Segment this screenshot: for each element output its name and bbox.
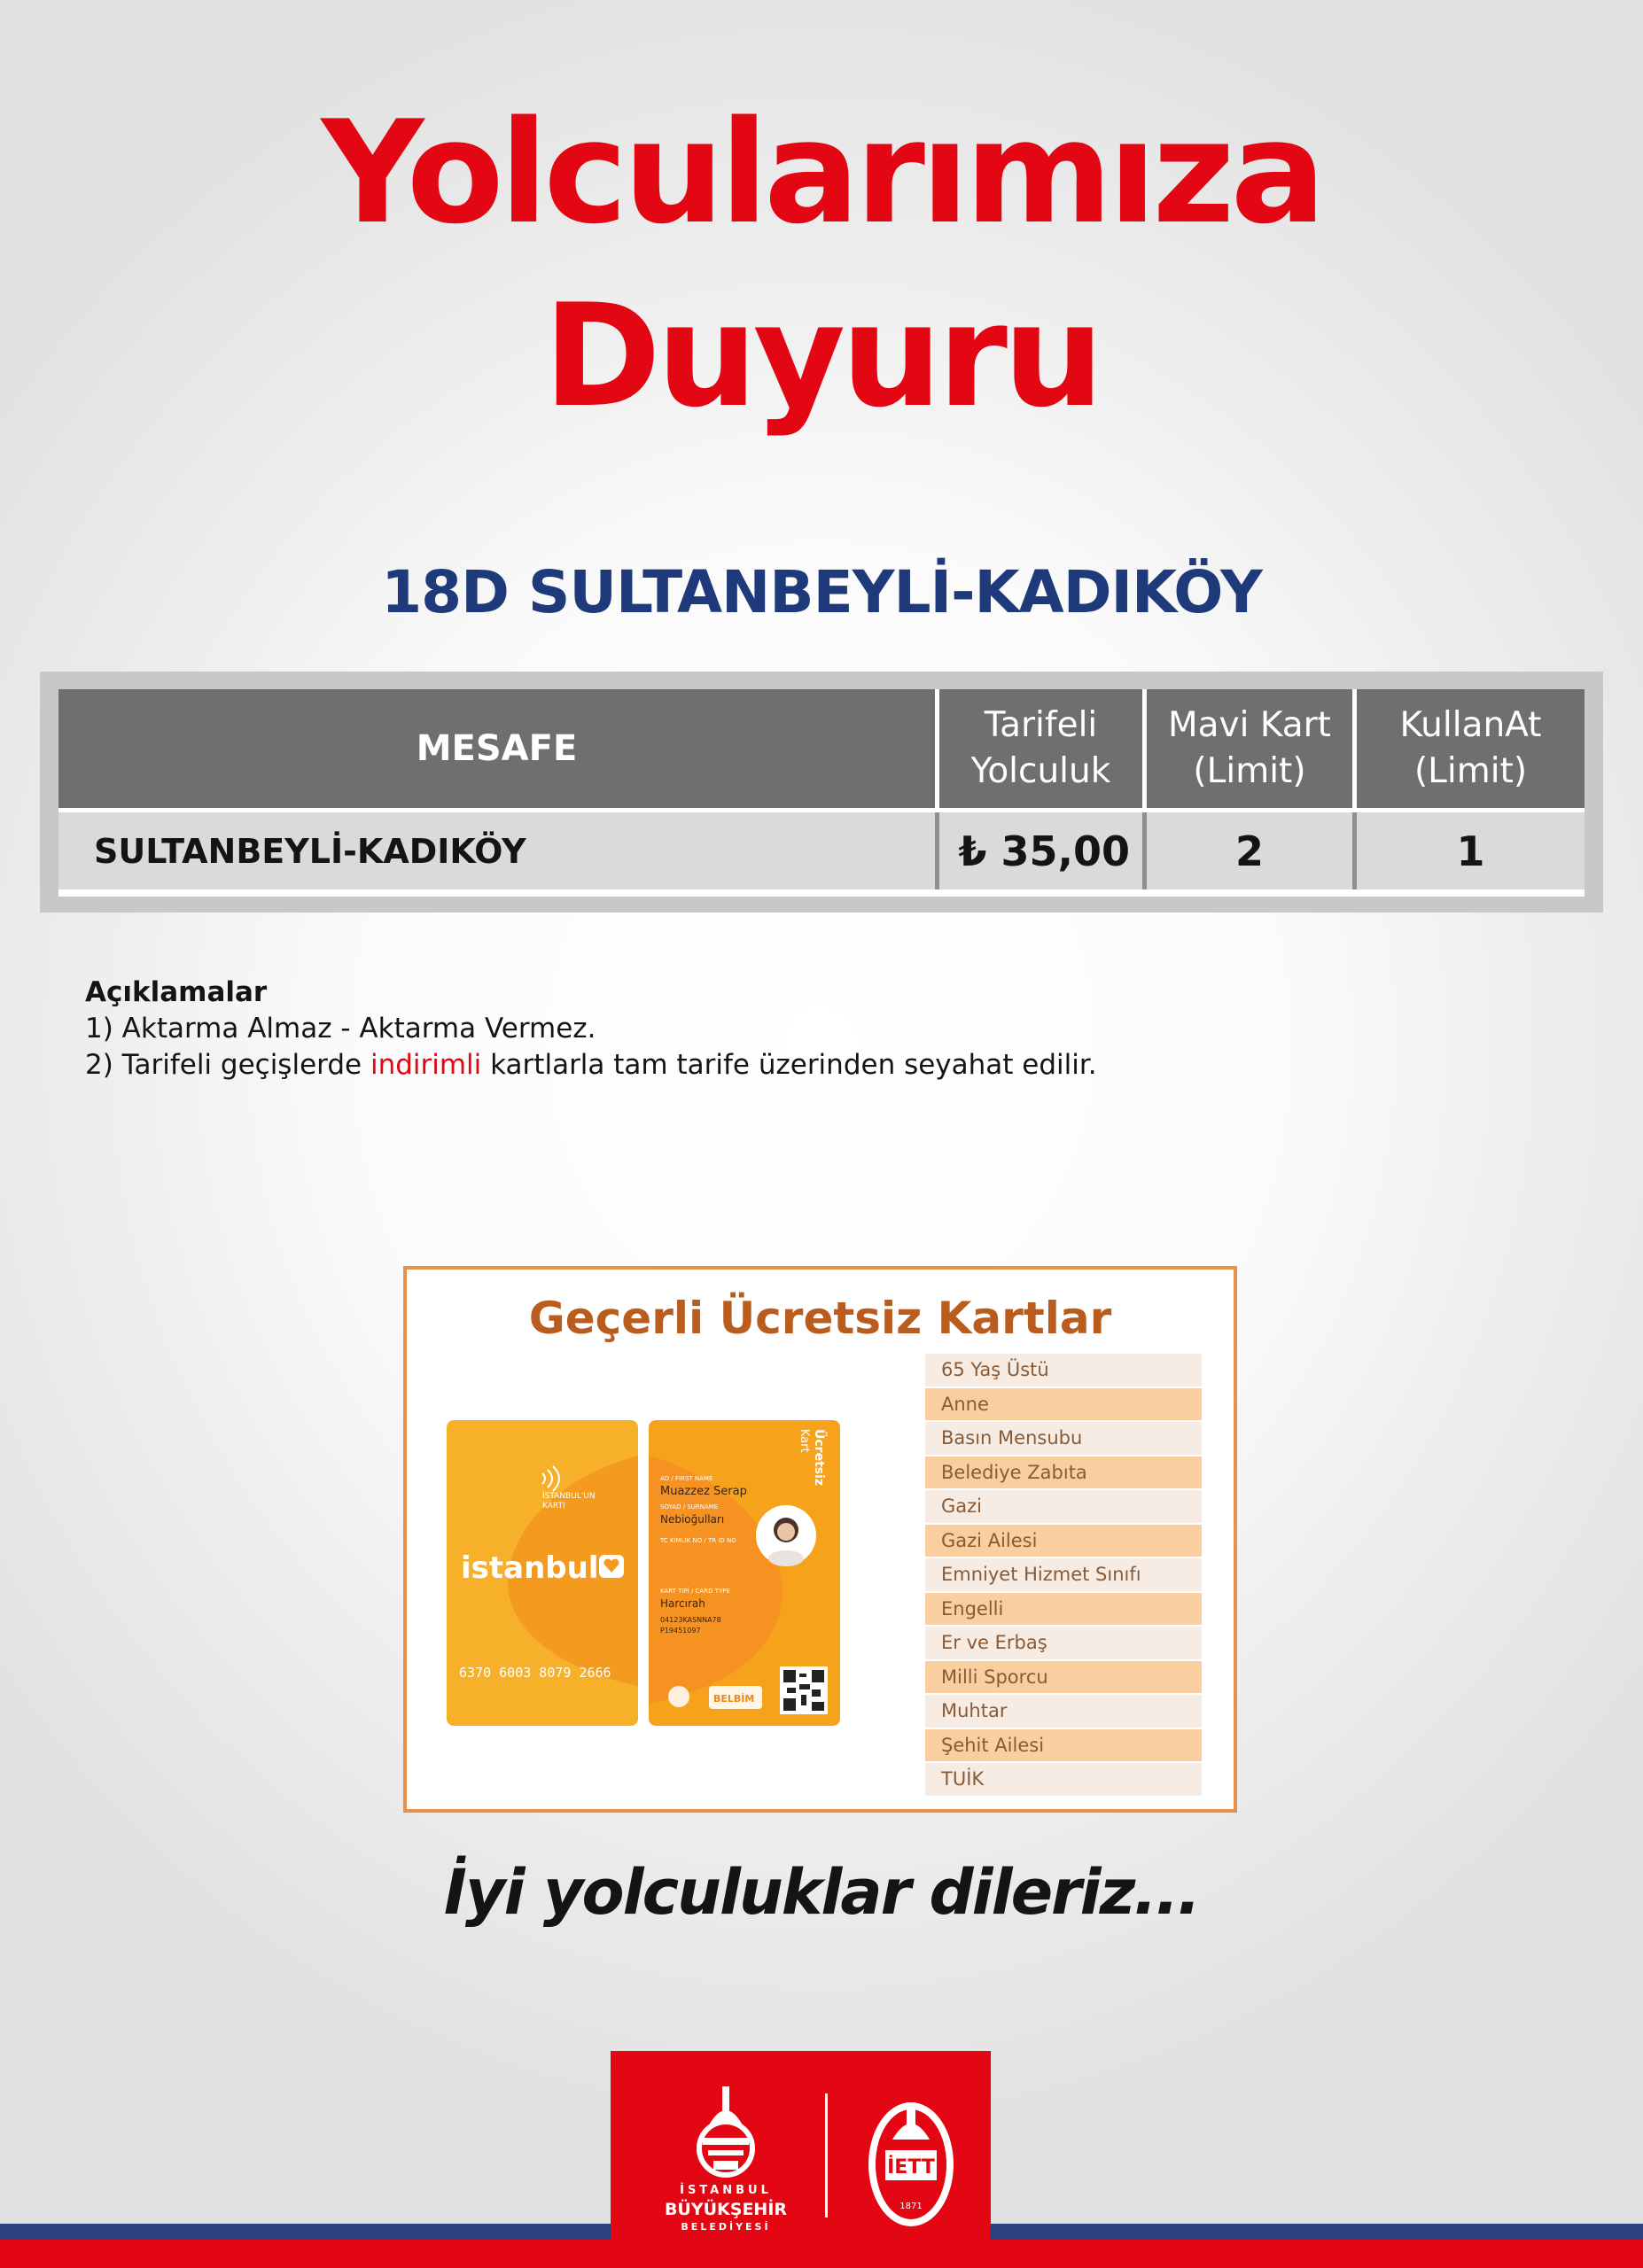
header-fare	[939, 689, 1142, 808]
card-back-code-1: 04123KASNNA78	[660, 1616, 721, 1624]
card-back-type-label: KART TİPİ / CARD TYPE	[660, 1588, 730, 1595]
card-back	[649, 1420, 840, 1726]
list-item: Şehit Ailesi	[925, 1729, 1202, 1762]
list-item: 65 Yaş Üstü	[925, 1354, 1202, 1386]
free-cards-title: Geçerli Ücretsiz Kartlar	[528, 1293, 1112, 1344]
footer-logo-block	[611, 2051, 991, 2268]
list-item: Belediye Zabıta	[925, 1456, 1202, 1489]
card-back-surname: Nebioğulları	[660, 1513, 725, 1526]
footer-logos	[611, 2051, 991, 2268]
header-fare-line1: Tarifeli	[984, 705, 1098, 745]
header-blue-line1: Mavi Kart	[1168, 705, 1331, 745]
header-single-line1: KullanAt	[1399, 705, 1542, 745]
note-1: 1) Aktarma Almaz - Aktarma Vermez.	[85, 1013, 596, 1045]
card-back-side-label-1: Ücretsiz	[812, 1429, 826, 1487]
iett-logo-text: İETT	[887, 2156, 935, 2179]
header-blue-line2: (Limit)	[1193, 751, 1306, 791]
cell-single-limit: 1	[1456, 827, 1485, 875]
card-front-tagline-1: İSTANBUL'UN	[542, 1492, 596, 1501]
card-back-name-label: AD / FIRST NAME	[660, 1475, 713, 1482]
header-blue-card	[1147, 689, 1352, 808]
ibb-small-logo-icon	[668, 1686, 689, 1707]
table-row	[58, 812, 1585, 889]
list-item: Basın Mensubu	[925, 1422, 1202, 1455]
free-card-list	[925, 1354, 1202, 1798]
cell-fare: ₺ 35,00	[958, 827, 1130, 875]
list-item: Milli Sporcu	[925, 1661, 1202, 1694]
header-fare-line2: Yolculuk	[970, 751, 1111, 791]
qr-code-icon	[780, 1666, 828, 1714]
fare-table-header	[58, 689, 1585, 808]
card-front	[447, 1420, 638, 1726]
list-item: TUİK	[925, 1763, 1202, 1796]
list-item: Engelli	[925, 1593, 1202, 1626]
header-distance	[58, 689, 935, 808]
card-front-brand: istanbul	[461, 1550, 599, 1586]
free-cards-panel	[403, 1266, 1237, 1813]
iett-logo-year: 1871	[899, 2202, 923, 2211]
ibb-logo-icon	[699, 2086, 752, 2175]
title-line-1: Yolcularımıza	[321, 89, 1322, 255]
title-line-2: Duyuru	[543, 273, 1100, 439]
notes-heading: Açıklamalar	[85, 976, 268, 1008]
list-item: Emniyet Hizmet Sınıfı	[925, 1558, 1202, 1591]
card-back-code-2: P19451097	[660, 1627, 701, 1635]
logo-divider	[825, 2093, 828, 2218]
card-back-issuer: BELBİM	[713, 1693, 755, 1705]
list-item: Anne	[925, 1388, 1202, 1421]
closing-message: İyi yolculuklar dileriz...	[443, 1856, 1200, 1929]
route-heading: 18D SULTANBEYLİ-KADIKÖY	[381, 558, 1262, 626]
header-single-use	[1357, 689, 1585, 808]
card-back-type: Harcırah	[660, 1597, 705, 1610]
list-item: Gazi	[925, 1490, 1202, 1523]
note-2-start: 2) Tarifeli geçişlerde	[85, 1049, 370, 1081]
cell-distance: SULTANBEYLİ-KADIKÖY	[94, 831, 526, 871]
cell-blue-limit: 2	[1234, 827, 1264, 875]
table-bottom-line	[58, 889, 1585, 897]
note-2	[85, 1047, 1097, 1084]
list-item: Muhtar	[925, 1695, 1202, 1728]
card-back-id-label: TC KİMLİK NO / TR ID NO	[660, 1537, 736, 1544]
ibb-logo-line-1: İSTANBUL	[680, 2184, 772, 2197]
card-back-name: Muazzez Serap	[660, 1485, 747, 1498]
iett-logo-icon	[868, 2102, 954, 2226]
card-images	[447, 1420, 845, 1734]
card-back-surname-label: SOYAD / SURNAME	[660, 1503, 719, 1511]
note-2-end: kartlarla tam tarife üzerinden seyahat edilir.	[481, 1049, 1097, 1081]
card-back-side-label-2: Kart	[798, 1429, 811, 1453]
card-front-number: 6370 6003 8079 2666	[459, 1665, 611, 1681]
list-item: Er ve Erbaş	[925, 1627, 1202, 1659]
ibb-logo-line-2: BÜYÜKŞEHİR	[664, 2200, 788, 2219]
istanbulkart-illustration	[447, 1420, 845, 1730]
list-item: Gazi Ailesi	[925, 1525, 1202, 1557]
ibb-logo-line-3: BELEDİYESİ	[681, 2221, 771, 2233]
card-front-tagline-2: KARTI	[542, 1502, 565, 1511]
note-2-highlight: indirimli	[370, 1049, 482, 1081]
notes	[85, 975, 1097, 1084]
header-single-line2: (Limit)	[1413, 751, 1528, 791]
header-distance-label: MESAFE	[416, 728, 578, 769]
